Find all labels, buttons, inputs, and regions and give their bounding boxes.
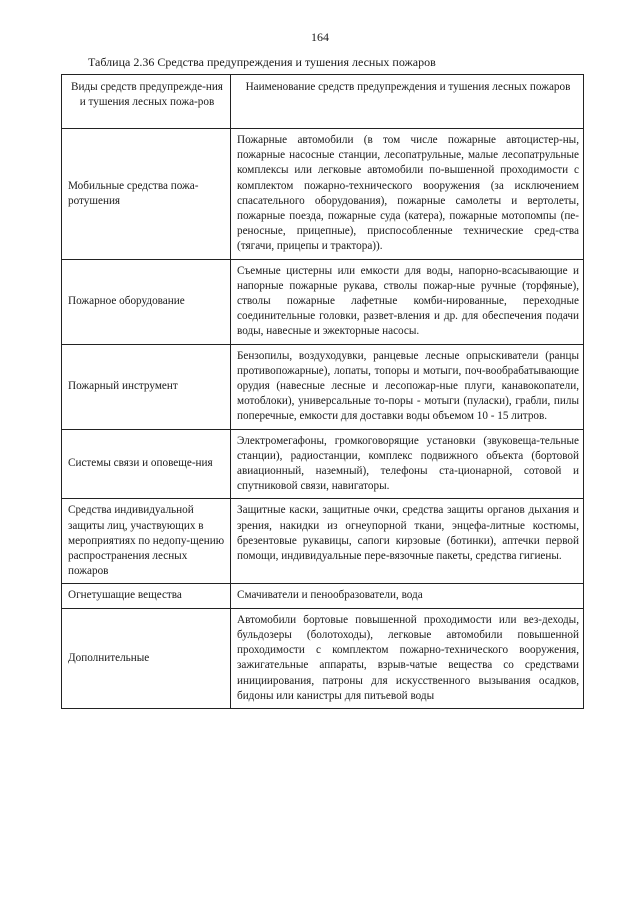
table-header (62, 75, 584, 129)
equipment-type-cell: Системы связи и оповеще-ния (62, 429, 231, 499)
table-row (62, 344, 584, 429)
table-row (62, 129, 584, 260)
equipment-type-cell: Огнетушащие вещества (62, 584, 231, 608)
equipment-description-cell: Бензопилы, воздуходувки, ранцевые лесные опрыскиватели (ранцы противопожарные), лопаты, топоры и мотыги, поч-вообрабатывающие орудия (навесные лесные и лесопожар-ные плуги, канавокопатели, мотоблоки), универсальные то-поры - мотыги (пуласки), грабли, пилы поперечные, емкости для доставки воды объемом 10 - 15 литров. (231, 344, 584, 429)
table-caption: Таблица 2.36 Средства предупреждения и тушения лесных пожаров (88, 55, 436, 69)
equipment-description-cell: Автомобили бортовые повышенной проходимости или вез-деходы, бульдозеры (болотоходы), легковые автомобили повышенной проходимости с комплектом пожарно-технического вооружения, зажигательные аппараты, взрыв-чатые вещества со средствами инициирования, патроны для искусственного вызывания осадков, бидоны или канистры для питьевой воды (231, 608, 584, 708)
equipment-type-cell: Пожарный инструмент (62, 344, 231, 429)
equipment-description-cell: Съемные цистерны или емкости для воды, напорно-всасывающие и напорные пожарные рукава, стволы пожар-ные ручные (торфяные), стволы пожарные лафетные комби-нированные, переходные соединительные головки, развет-вления и др. для обеспечения подачи воды, навесные и эжекторные насосы. (231, 259, 584, 344)
equipment-type-cell: Мобильные средства пожа-ротушения (62, 129, 231, 260)
equipment-description-cell: Защитные каски, защитные очки, средства защиты органов дыхания и зрения, накидки из огнеупорной ткани, энцефа-литные костюмы, брезентовые рукавицы, сапоги кирзовые (ботинки), аптечки первой помощи, индивидуальные пере-вязочные пакеты, средства гигиены. (231, 499, 584, 584)
equipment-type-cell: Средства индивидуальной защиты лиц, участвующих в мероприятиях по недопу-щению распространения лесных пожаров (62, 499, 231, 584)
table-row (62, 499, 584, 584)
equipment-description-cell: Пожарные автомобили (в том числе пожарные автоцистер-ны, пожарные насосные станции, лесопатрульные, малые лесопатрульные комплексы или легковые автомобили по-вышенной проходимости с комплектом пожарно-технического вооружения (за исключением спасательного оборудования), пожарные самолеты и вертолеты, пожарные поезда, пожарные суда (катера), пожарные мотопомпы (пе-реносные, прицепные), приспособленные технические сред-ства (тягачи, прицепы и трактора)). (231, 129, 584, 260)
table-row (62, 429, 584, 499)
header-equipment-type: Виды средств предупрежде-ния и тушения лесных пожа-ров (62, 75, 231, 129)
equipment-type-cell: Дополнительные (62, 608, 231, 708)
equipment-description-cell: Электромегафоны, громкоговорящие установки (звуковеща-тельные станции), радиостанции, комплекс подвижного объекта (бортовой авиационный, наземный), телефоны ста-ционарной, сотовой и спутниковой связи, навигаторы. (231, 429, 584, 499)
page-number: 164 (311, 30, 329, 44)
table-body (62, 129, 584, 709)
header-equipment-name: Наименование средств предупреждения и тушения лесных пожаров (231, 75, 584, 129)
table-row (62, 608, 584, 708)
table-row (62, 259, 584, 344)
fire-equipment-table (61, 74, 584, 709)
table-row (62, 584, 584, 608)
equipment-description-cell: Смачиватели и пенообразователи, вода (231, 584, 584, 608)
table-header-row (62, 75, 584, 129)
equipment-type-cell: Пожарное оборудование (62, 259, 231, 344)
